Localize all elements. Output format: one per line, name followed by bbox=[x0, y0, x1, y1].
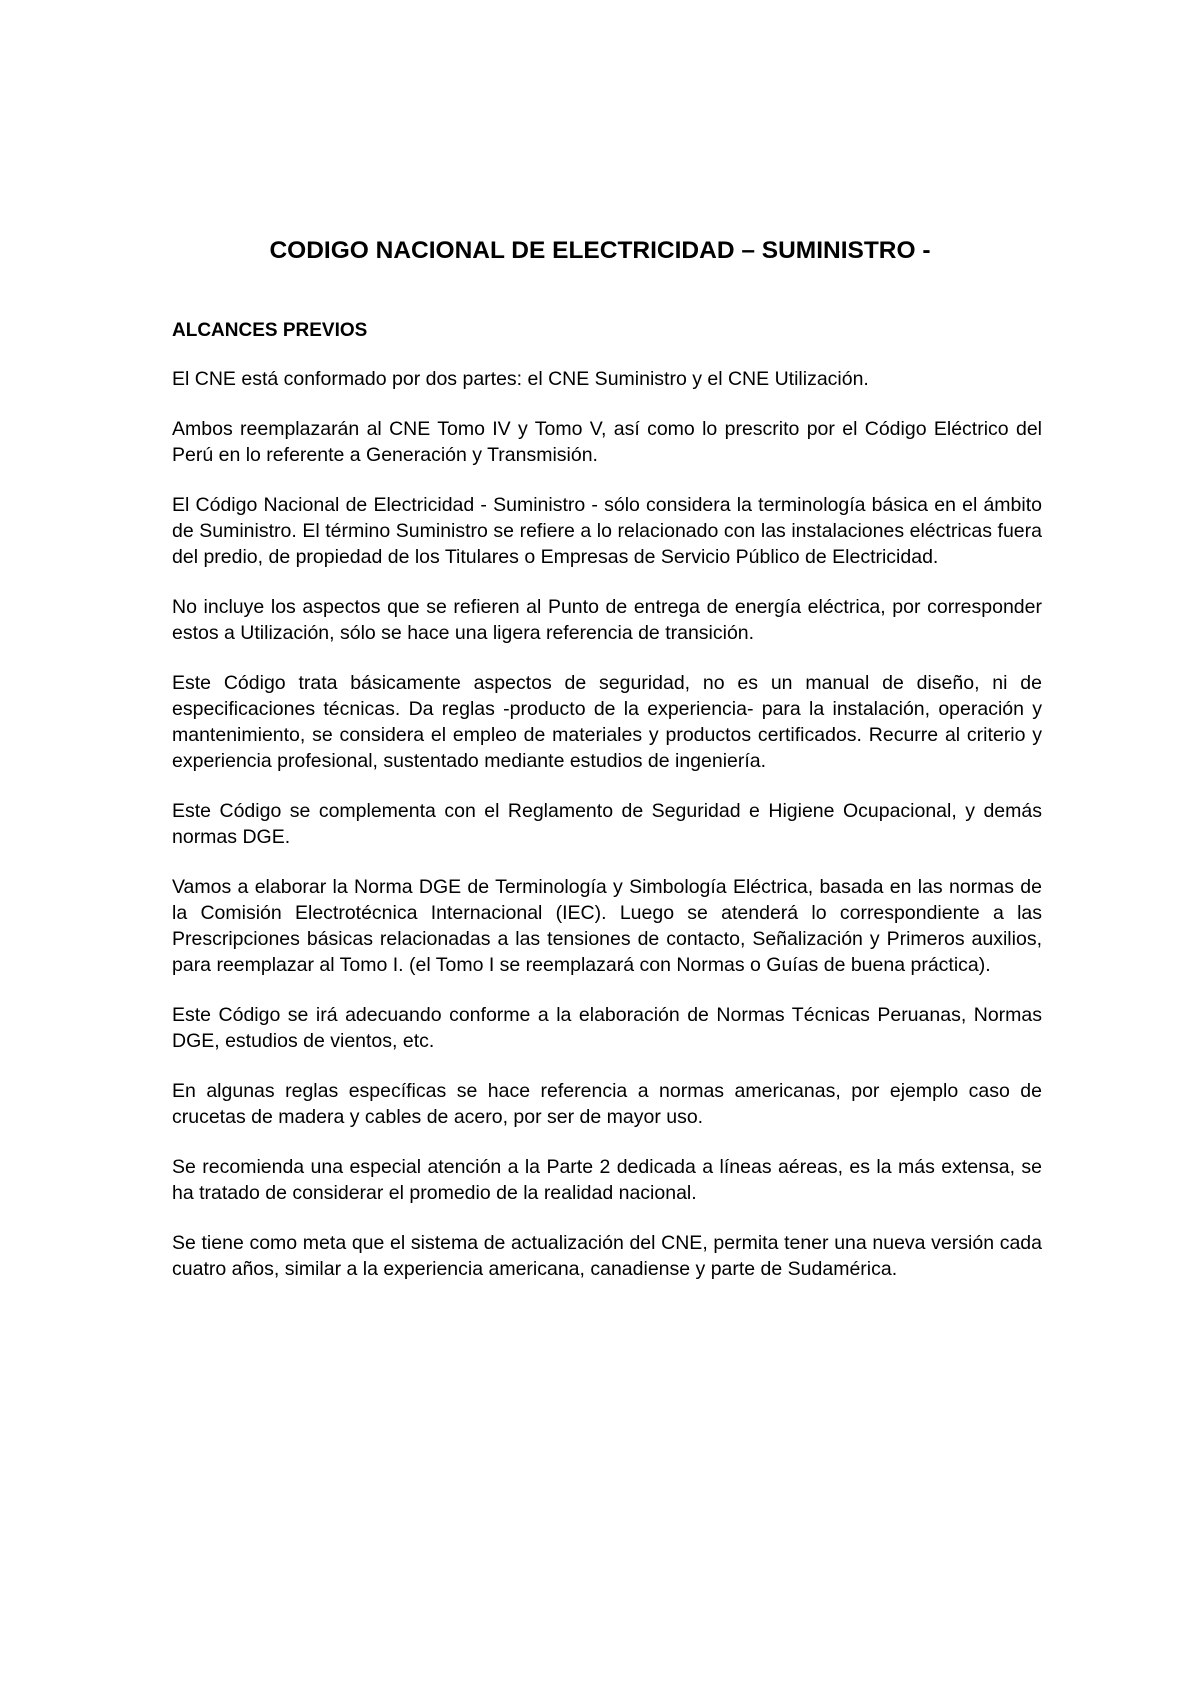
paragraph: El Código Nacional de Electricidad - Suministro - sólo considera la terminología básica en el ámbito de Suministro. El término Suministro se refiere a lo relacionado con las instalaciones eléctricas fuera del predio, de propiedad de los Titulares o Empresas de Servicio Público de Electricidad. bbox=[172, 494, 1042, 568]
paragraph: Se recomienda una especial atención a la Parte 2 dedicada a líneas aéreas, es la más extensa, se ha tratado de considerar el promedio de la realidad nacional. bbox=[172, 1156, 1042, 1204]
document-title: CODIGO NACIONAL DE ELECTRICIDAD – SUMINISTRO - bbox=[269, 237, 931, 264]
paragraph: Ambos reemplazarán al CNE Tomo IV y Tomo V, así como lo prescrito por el Código Eléctrico del Perú en lo referente a Generación y Transmisión. bbox=[172, 418, 1042, 466]
paragraph: No incluye los aspectos que se refieren al Punto de entrega de energía eléctrica, por corresponder estos a Utilización, sólo se hace una ligera referencia de transición. bbox=[172, 596, 1042, 644]
paragraph: Este Código se complementa con el Reglamento de Seguridad e Higiene Ocupacional, y demás normas DGE. bbox=[172, 800, 1042, 848]
section-heading: ALCANCES PREVIOS bbox=[172, 320, 368, 341]
document-body bbox=[172, 318, 1042, 1306]
paragraph: El CNE está conformado por dos partes: el CNE Suministro y el CNE Utilización. bbox=[172, 368, 869, 390]
paragraph: Este Código se irá adecuando conforme a la elaboración de Normas Técnicas Peruanas, Normas DGE, estudios de vientos, etc. bbox=[172, 1004, 1042, 1052]
paragraph: Vamos a elaborar la Norma DGE de Terminología y Simbología Eléctrica, basada en las normas de la Comisión Electrotécnica Internacional (IEC). Luego se atenderá lo correspondiente a las Prescripciones básicas relacionadas a las tensiones de contacto, Señalización y Primeros auxilios, para reemplazar al Tomo I. (el Tomo I se reemplazará con Normas o Guías de buena práctica). bbox=[172, 876, 1042, 976]
paragraph: Se tiene como meta que el sistema de actualización del CNE, permita tener una nueva versión cada cuatro años, similar a la experiencia americana, canadiense y parte de Sudamérica. bbox=[172, 1232, 1042, 1280]
paragraph: Este Código trata básicamente aspectos de seguridad, no es un manual de diseño, ni de especificaciones técnicas. Da reglas -producto de la experiencia- para la instalación, operación y mantenimiento, se considera el empleo de materiales y productos certificados. Recurre al criterio y experiencia profesional, sustentado mediante estudios de ingeniería. bbox=[172, 672, 1042, 772]
paragraph: En algunas reglas específicas se hace referencia a normas americanas, por ejemplo caso de crucetas de madera y cables de acero, por ser de mayor uso. bbox=[172, 1080, 1042, 1128]
